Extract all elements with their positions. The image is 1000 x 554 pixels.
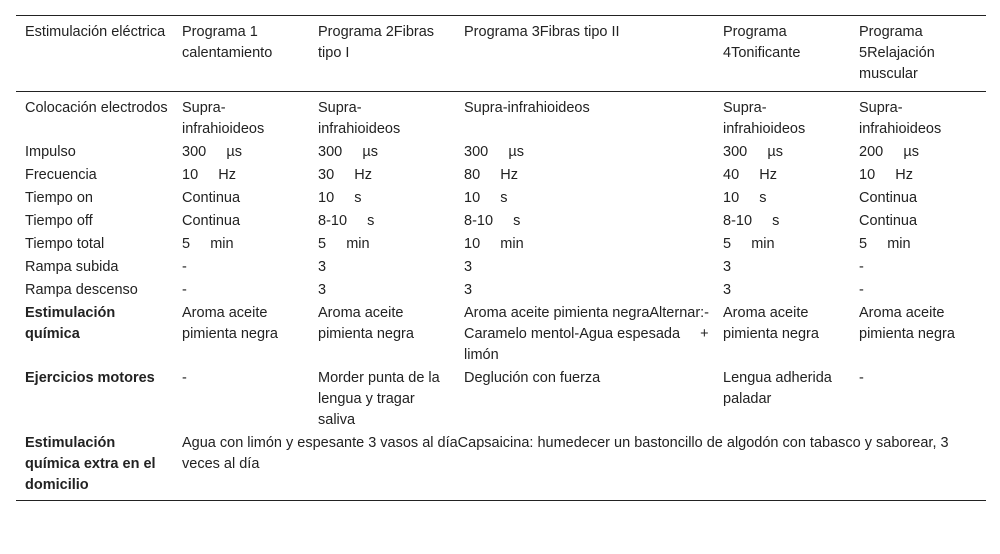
table-cell: Supra- infrahioideos xyxy=(859,100,942,137)
table-row xyxy=(16,92,986,141)
table-cell: 8-10 s xyxy=(464,213,521,229)
row-label: Impulso xyxy=(25,144,76,160)
table-cell: 10 s xyxy=(723,190,767,206)
table-cell: 8-10 s xyxy=(318,213,375,229)
table-cell: 3 xyxy=(464,282,473,298)
table-cell: Supra- infrahioideos xyxy=(723,100,806,137)
table-cell: Deglución con fuerza xyxy=(464,370,601,386)
table-row xyxy=(16,209,986,232)
row-label: Tiempo total xyxy=(25,236,105,252)
table-row xyxy=(16,186,986,209)
table-cell: Lengua adherida paladar xyxy=(723,370,836,407)
table-cell: Supra- infrahioideos xyxy=(182,100,265,137)
table-cell: Supra- infrahioideos xyxy=(318,100,401,137)
table-cell: 30 Hz xyxy=(318,167,372,183)
table-cell: 3 xyxy=(723,259,732,275)
table-cell: Continua xyxy=(182,190,241,206)
table-cell: - xyxy=(859,282,864,298)
table-cell: 5 min xyxy=(182,236,234,252)
table-cell: - xyxy=(182,259,187,275)
table-row xyxy=(16,366,986,431)
table-footer-row xyxy=(16,431,986,501)
footer-cell: Agua con limón y espesante 3 vasos al díaCapsaicina: humedecer un bastoncillo de algodón con tabasco y saborear, 3 veces al día xyxy=(182,435,953,472)
table-row xyxy=(16,140,986,163)
table-cell: 10 s xyxy=(464,190,508,206)
table-cell: 3 xyxy=(318,259,327,275)
header-cell: Programa 1 calentamiento xyxy=(182,24,273,61)
table-cell: 10 Hz xyxy=(859,167,913,183)
table-row xyxy=(16,255,986,278)
row-label: Estimulación química extra en el domicilio xyxy=(25,435,160,493)
table-cell: Aroma aceite pimienta negra xyxy=(318,305,414,342)
table-cell: 40 Hz xyxy=(723,167,777,183)
table-cell: Continua xyxy=(859,190,918,206)
header-cell: Programa 2Fibras tipo I xyxy=(318,24,439,61)
header-cell: Programa 5Relajación muscular xyxy=(859,24,939,82)
table-cell: - xyxy=(859,370,864,386)
table-cell: 5 min xyxy=(318,236,370,252)
table-cell: 300 µs xyxy=(464,144,524,160)
table-row xyxy=(16,232,986,255)
table-cell: 300 µs xyxy=(182,144,242,160)
table-cell: 3 xyxy=(723,282,732,298)
row-label: Rampa descenso xyxy=(25,282,138,298)
table-cell: Aroma aceite pimienta negraAlternar:-Caramelo mentol-Agua espesada + limón xyxy=(464,305,729,363)
row-label: Estimulación química xyxy=(25,305,120,342)
table-row xyxy=(16,278,986,301)
row-label: Tiempo on xyxy=(25,190,93,206)
row-label: Ejercicios motores xyxy=(25,370,155,386)
table-row xyxy=(16,301,986,366)
table-cell: 200 µs xyxy=(859,144,919,160)
table-cell: Supra-infrahioideos xyxy=(464,100,590,116)
table-cell: 3 xyxy=(464,259,473,275)
table-row xyxy=(16,163,986,186)
table-cell: 10 s xyxy=(318,190,362,206)
table-cell: - xyxy=(859,259,864,275)
table-cell: Continua xyxy=(859,213,918,229)
row-label: Rampa subida xyxy=(25,259,119,275)
row-label: Frecuencia xyxy=(25,167,97,183)
table-cell: Continua xyxy=(182,213,241,229)
header-cell: Programa 3Fibras tipo II xyxy=(464,24,620,40)
table-cell: Aroma aceite pimienta negra xyxy=(182,305,278,342)
table-cell: 3 xyxy=(318,282,327,298)
table-cell: 8-10 s xyxy=(723,213,780,229)
table-cell: Aroma aceite pimienta negra xyxy=(723,305,819,342)
table-cell: Aroma aceite pimienta negra xyxy=(859,305,955,342)
row-label: Tiempo off xyxy=(25,213,93,229)
row-label: Colocación electrodos xyxy=(25,100,168,116)
table-cell: 80 Hz xyxy=(464,167,518,183)
table-cell: Morder punta de la lengua y tragar saliva xyxy=(318,370,444,428)
table-header-row xyxy=(16,16,986,92)
table-cell: 300 µs xyxy=(318,144,378,160)
table-cell: 10 min xyxy=(464,236,524,252)
table-cell: 5 min xyxy=(859,236,911,252)
header-cell: Programa 4Tonificante xyxy=(723,24,801,61)
table-cell: - xyxy=(182,282,187,298)
table-cell: - xyxy=(182,370,187,386)
header-cell: Estimulación eléctrica xyxy=(25,24,166,40)
table-cell: 5 min xyxy=(723,236,775,252)
table-cell: 300 µs xyxy=(723,144,783,160)
stimulation-programs-table xyxy=(16,15,986,501)
table-cell: 10 Hz xyxy=(182,167,236,183)
